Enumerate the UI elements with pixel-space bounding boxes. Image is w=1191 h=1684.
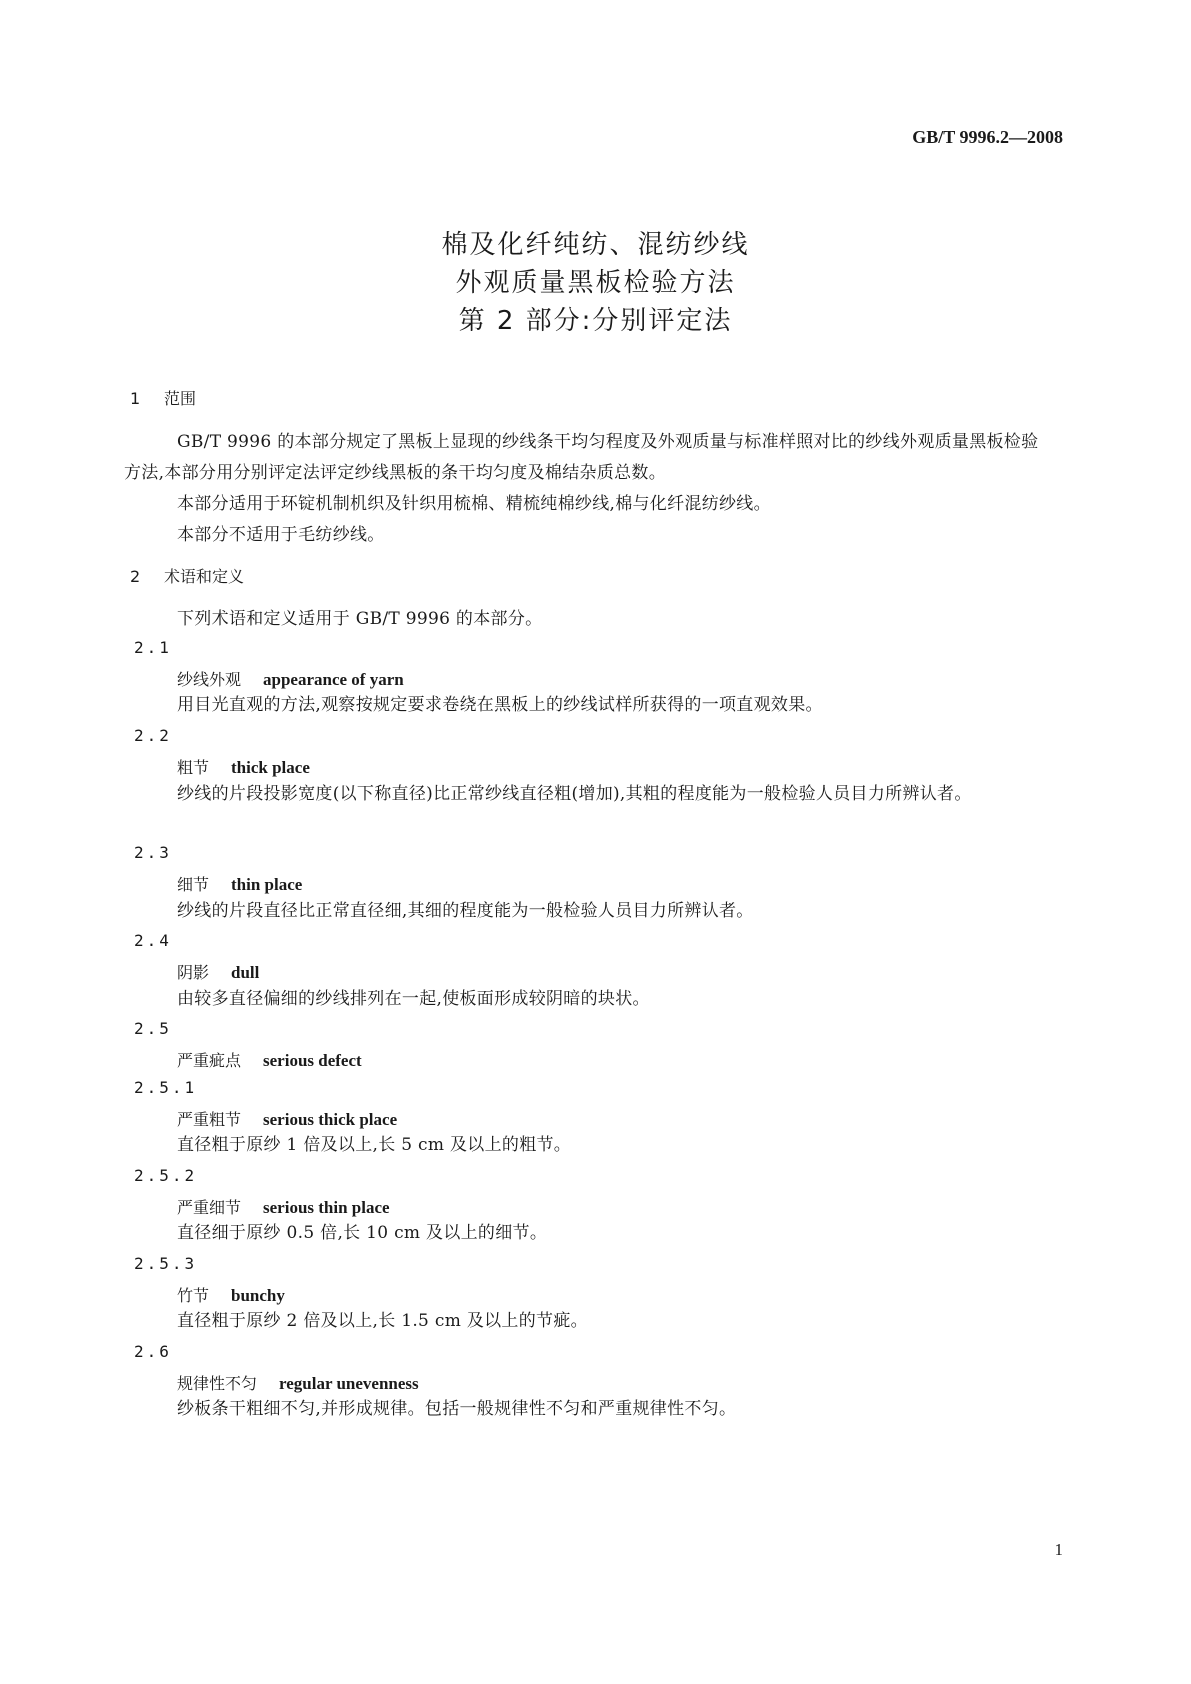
term-title: 纱线外观 appearance of yarn bbox=[177, 670, 404, 689]
term-title: 严重疵点 serious defect bbox=[177, 1051, 362, 1070]
title-line-1: 棉及化纤纯纺、混纺纱线 bbox=[441, 230, 750, 260]
section-title: 术语和定义 bbox=[164, 567, 245, 586]
term-number: 2.5 bbox=[134, 1019, 172, 1038]
document-title bbox=[0, 226, 1191, 340]
term-definition: 纱板条干粗细不匀,并形成规律。包括一般规律性不匀和严重规律性不匀。 bbox=[177, 1399, 737, 1419]
section-number: 2 bbox=[130, 567, 141, 586]
term-definition: 直径粗于原纱 2 倍及以上,长 1.5 cm 及以上的节疵。 bbox=[177, 1311, 588, 1331]
section-title: 范围 bbox=[164, 389, 197, 408]
scope-paragraph-2: 本部分适用于环锭机制机织及针织用梳棉、精梳纯棉纱线,棉与化纤混纺纱线。 bbox=[177, 494, 771, 514]
term-definition: 纱线的片段直径比正常直径细,其细的程度能为一般检验人员目力所辨认者。 bbox=[177, 901, 754, 921]
term-number: 2.2 bbox=[134, 726, 172, 745]
term-number: 2.3 bbox=[134, 843, 172, 862]
term-definition: 由较多直径偏细的纱线排列在一起,使板面形成较阴暗的块状。 bbox=[177, 989, 650, 1009]
term-definition: 纱线的片段投影宽度(以下称直径)比正常纱线直径粗(增加),其粗的程度能为一般检验人员目力所辨认者。 bbox=[177, 784, 972, 804]
term-number: 2.4 bbox=[134, 931, 172, 950]
term-title: 严重细节 serious thin place bbox=[177, 1198, 390, 1217]
term-title: 竹节 bunchy bbox=[177, 1286, 285, 1305]
section-number: 1 bbox=[130, 389, 141, 408]
term-number: 2.6 bbox=[134, 1342, 172, 1361]
term-number: 2.1 bbox=[134, 638, 172, 657]
term-title: 阴影 dull bbox=[177, 963, 260, 982]
term-definition: 直径粗于原纱 1 倍及以上,长 5 cm 及以上的粗节。 bbox=[177, 1135, 572, 1155]
title-line-3: 第 2 部分:分别评定法 bbox=[458, 306, 733, 336]
term-number: 2.5.2 bbox=[134, 1166, 198, 1185]
term-title: 严重粗节 serious thick place bbox=[177, 1110, 398, 1129]
term-number: 2.5.1 bbox=[134, 1078, 198, 1097]
term-definition: 直径细于原纱 0.5 倍,长 10 cm 及以上的细节。 bbox=[177, 1223, 548, 1243]
title-line-2: 外观质量黑板检验方法 bbox=[455, 268, 736, 298]
standard-code: GB/T 9996.2—2008 bbox=[912, 127, 1063, 147]
term-title: 细节 thin place bbox=[177, 875, 303, 894]
terms-intro: 下列术语和定义适用于 GB/T 9996 的本部分。 bbox=[177, 609, 543, 629]
scope-paragraph-1: GB/T 9996 的本部分规定了黑板上显现的纱线条干均匀程度及外观质量与标准样照对比的纱线外观质量黑板检验方法,本部分用分别评定法评定纱线黑板的条干均匀度及棉结杂质总数。 bbox=[124, 432, 1039, 483]
scope-paragraph-3: 本部分不适用于毛纺纱线。 bbox=[177, 525, 385, 545]
term-definition: 用目光直观的方法,观察按规定要求卷绕在黑板上的纱线试样所获得的一项直观效果。 bbox=[177, 695, 823, 715]
section-1-heading bbox=[130, 386, 196, 409]
page-number: 1 bbox=[1054, 1540, 1063, 1559]
term-number: 2.5.3 bbox=[134, 1254, 198, 1273]
term-title: 粗节 thick place bbox=[177, 758, 310, 777]
term-title: 规律性不匀 regular unevenness bbox=[177, 1374, 419, 1393]
section-2-heading bbox=[130, 564, 244, 587]
